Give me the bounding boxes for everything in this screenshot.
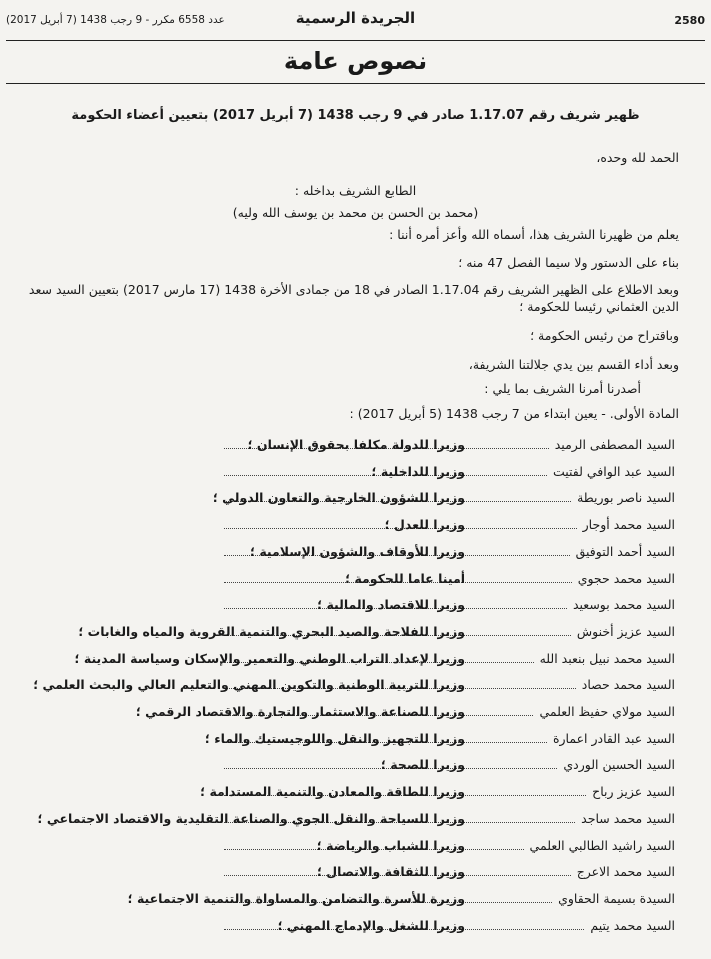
- minister-portfolio: وزيرا للصحة ؛: [380, 757, 465, 773]
- minister-row: [20, 757, 675, 777]
- issue-info: عدد 6558 مكرر - 9 رجب 1438 (7 أبريل 2017): [6, 14, 225, 26]
- king-name: (محمد بن الحسن بن محمد بن يوسف الله وليه): [232, 205, 479, 220]
- minister-portfolio: وزيرا للفلاحة والصيد البحري والتنمية القروية والمياه والغابات ؛: [78, 623, 465, 639]
- minister-portfolio: وزيرا للثقافة والاتصال ؛: [316, 864, 465, 880]
- review-paragraph: وبعد الاطلاع على الظهير الشريف رقم 1.17.04 الصادر في 18 من جمادى الأخرة 1438 (17 مارس 2017) بتعيين السيد سعد الدين العثماني رئيسا للحكومة ؛: [28, 282, 679, 314]
- minister-name: السيد ناصر بوريطة: [577, 490, 675, 506]
- minister-name: السيد مولاي حفيظ العلمي: [539, 704, 675, 719]
- oath-line: وبعد أداء القسم بين يدي جلالتنا الشريفة،: [468, 357, 679, 372]
- announce-line: يعلم من ظهيرنا الشريف هذا، أسماه الله وأعز أمره أننا :: [389, 227, 679, 242]
- minister-name: السيد عبد الوافي لفتيت: [552, 463, 675, 479]
- minister-name: السيد المصطفى الرميد: [554, 437, 675, 452]
- minister-name: السيد أحمد التوفيق: [575, 543, 675, 559]
- header-divider: [6, 40, 705, 41]
- minister-row: [20, 864, 675, 884]
- minister-row: [20, 838, 675, 858]
- minister-row: [20, 784, 675, 804]
- minister-row: [20, 677, 675, 697]
- minister-name: السيد الحسين الوردي: [563, 757, 675, 773]
- minister-portfolio: وزيرا للتجهيز والنقل واللوجيستيك والماء ؛: [204, 730, 465, 746]
- minister-row: [20, 811, 675, 831]
- minister-portfolio: وزيرا للشؤون الخارجية والتعاون الدولي ؛: [212, 490, 465, 506]
- minister-portfolio: وزيرا للسياحة والنقل الجوي والصناعة التقليدية والاقتصاد الاجتماعي ؛: [37, 810, 465, 826]
- minister-name: السيد عزيز رباح: [592, 784, 675, 800]
- proposal-line: وباقتراح من رئيس الحكومة ؛: [530, 328, 679, 343]
- minister-portfolio: وزيرا للتربية الوطنية والتكوين المهني والتعليم العالي والبحث العلمي ؛: [33, 677, 465, 693]
- minister-portfolio: وزيرا لإعداد التراب الوطني والتعمير والإسكان وسياسة المدينة ؛: [74, 650, 465, 666]
- minister-name: السيد محمد أوجار: [582, 517, 675, 533]
- minister-portfolio: وزيرة للأسرة والتضامن والمساواة والتنمية الاجتماعية ؛: [127, 890, 465, 906]
- minister-name: السيد محمد نبيل بنعبد الله: [539, 650, 675, 666]
- minister-portfolio: وزيرا للداخلية ؛: [371, 463, 465, 479]
- minister-name: السيد محمد الاعرج: [576, 864, 675, 880]
- minister-name: السيد محمد حجوي: [577, 570, 675, 586]
- minister-row: [20, 437, 675, 457]
- minister-portfolio: وزيرا للاقتصاد والمالية ؛: [317, 597, 465, 613]
- minister-portfolio: وزيرا للعدل ؛: [384, 517, 465, 533]
- minister-row: [20, 624, 675, 644]
- minister-name: السيد محمد ساجد: [581, 810, 675, 826]
- minister-row: [20, 918, 675, 938]
- page-header: [6, 8, 705, 38]
- minister-name: السيد راشيد الطالبي العلمي: [529, 837, 675, 853]
- minister-name: السيد محمد بوسعيد: [572, 597, 675, 613]
- minister-portfolio: وزيرا للأوقاف والشؤون الإسلامية ؛: [249, 543, 465, 559]
- decree-title: ظهير شريف رقم 1.17.07 صادر في 9 رجب 1438 (7 أبريل 2017) بتعيين أعضاء الحكومة: [71, 108, 640, 123]
- minister-name: السيد عبد القادر اعمارة: [552, 730, 675, 746]
- minister-portfolio: وزيرا للدولة مكلفا بحقوق الإنسان ؛: [247, 437, 465, 452]
- minister-row: [20, 731, 675, 751]
- praise-line: الحمد لله وحده،: [596, 150, 679, 165]
- minister-row: [20, 571, 675, 591]
- article-one: المادة الأولى. - يعين ابتداء من 7 رجب 1438 (5 أبريل 2017) :: [349, 406, 679, 421]
- minister-row: [20, 464, 675, 484]
- minister-portfolio: وزيرا للطاقة والمعادن والتنمية المستدامة ؛: [200, 784, 465, 800]
- section-title: نصوص عامة: [283, 47, 428, 75]
- minister-portfolio: وزيرا للصناعة والاستثمار والتجارة والاقتصاد الرقمي ؛: [135, 704, 465, 719]
- seal-line: الطابع الشريف بداخله :: [294, 183, 417, 198]
- minister-row: [20, 597, 675, 617]
- minister-row: [20, 704, 675, 724]
- minister-row: [20, 891, 675, 911]
- minister-name: السيد محمد يتيم: [590, 917, 675, 933]
- basis-line: بناء على الدستور ولا سيما الفصل 47 منه ؛: [458, 255, 679, 270]
- minister-portfolio: أمينا عاما للحكومة ؛: [345, 570, 465, 586]
- page-number: 2580: [674, 14, 705, 27]
- minister-portfolio: وزيرا للشغل والإدماج المهني ؛: [277, 917, 465, 933]
- minister-row: [20, 517, 675, 537]
- minister-row: [20, 490, 675, 510]
- minister-name: السيد عزيز أخنوش: [576, 623, 675, 639]
- minister-portfolio: وزيرا للشباب والرياضة ؛: [316, 837, 465, 853]
- minister-name: السيد محمد حصاد: [581, 677, 675, 693]
- journal-name: الجريدة الرسمية: [295, 9, 416, 27]
- minister-row: [20, 651, 675, 671]
- order-line: أصدرنا أمرنا الشريف بما يلي :: [484, 381, 641, 396]
- minister-name: السيدة بسيمة الحقاوي: [558, 890, 675, 906]
- minister-row: [20, 544, 675, 564]
- section-divider: [6, 83, 705, 84]
